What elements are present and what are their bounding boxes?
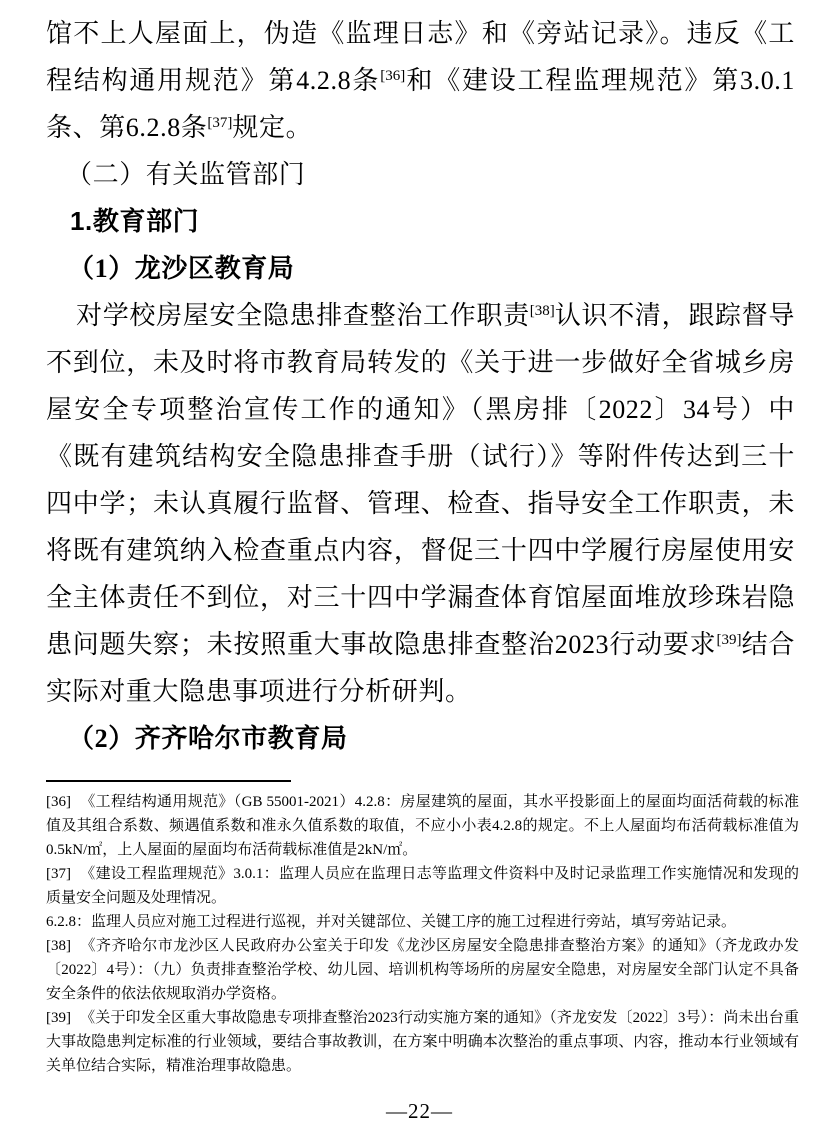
text-run: 规定。 [232, 113, 313, 142]
section-heading: （二）有关监管部门 [66, 160, 306, 189]
sub-heading-1: （1）龙沙区教育局 [68, 254, 295, 283]
footnote-37 [46, 862, 799, 934]
footnote-36 [46, 790, 799, 862]
footnotes-section [46, 780, 799, 1078]
footnote-marker: [39] [46, 1010, 71, 1026]
text-run: 认识不清，跟踪督导不到位，未及时将市教育局转发的《关于进一步做好全省城乡房屋安全专项整治宣传工作的通知》（黑房排〔2022〕34号）中《既有建筑结构安全隐患排查手册（试行）》等附件传达到三十四中学；未认真履行监督、管理、检查、指导安全工作职责，未将既有建筑纳入检查重点内容，督促三十四中学履行房屋使用安全主体责任不到位，对三十四中学漏查体育馆屋面堆放珍珠岩隐患问题失察；未按照重大事故隐患排查整治2023行动要求 [46, 301, 795, 659]
footnote-text: 《建设工程监理规范》3.0.1：监理人员应在监理日志等监理文件资料中及时记录监理工作实施情况和发现的质量安全问题及处理情况。 [46, 866, 799, 906]
document-body [46, 10, 795, 762]
text-run: 馆不上人屋面上，伪造《监理日志》和《旁站记录》。违反《工程结构通用规范》第4.2.8条 [46, 19, 795, 95]
text-run: 对学校房屋安全隐患排查整治工作职责 [76, 301, 530, 330]
footnote-text: 《齐齐哈尔市龙沙区人民政府办公室关于印发《龙沙区房屋安全隐患排查整治方案》的通知》（齐龙政办发〔2022〕4号）：（九）负责排查整治学校、幼儿园、培训机构等场所的房屋安全隐患，对房屋安全部门认定不具备安全条件的依法依规取消办学资格。 [46, 938, 799, 1002]
footnote-marker: [38] [46, 938, 71, 954]
footnote-ref-37: [37] [207, 115, 233, 131]
footnote-separator [46, 780, 291, 782]
footnote-text: 6.2.8：监理人员应对施工过程进行巡视，并对关键部位、关键工序的施工过程进行旁站，填写旁站记录。 [46, 914, 737, 930]
footnote-38 [46, 934, 799, 1006]
footnote-ref-38: [38] [529, 303, 555, 319]
body-paragraph [46, 10, 795, 151]
footnote-ref-39: [39] [716, 632, 742, 648]
footnote-marker: [37] [46, 866, 71, 882]
footnote-text: 《工程结构通用规范》（GB 55001-2021）4.2.8：房屋建筑的屋面，其水平投影面上的屋面均面活荷载的标准值及其组合系数、频遇值系数和准永久值系数的取值，不应小小表4.2.8的规定。不上人屋面均布活荷载标准值为 0.5kN/㎡，上人屋面的屋面均布活荷载标准值是2kN/㎡。 [46, 794, 799, 858]
body-paragraph [46, 292, 795, 715]
dept-heading: 1.教育部门 [70, 206, 200, 236]
text-run: 和《建设工程监理规范》第3.0.1条、第6.2.8条 [46, 66, 795, 142]
page-number: —22— [386, 1099, 453, 1123]
sub-heading-2: （2）齐齐哈尔市教育局 [68, 724, 348, 753]
footnote-ref-36: [36] [380, 68, 406, 84]
footnote-39 [46, 1006, 799, 1078]
footnote-text: 《关于印发全区重大事故隐患专项排查整治2023行动实施方案的通知》（齐龙安发〔2022〕3号）：尚未出台重大事故隐患判定标准的行业领域，要结合事故教训，在方案中明确本次整治的重点事项、内容，推动本行业领域有关单位结合实际，精准治理事故隐患。 [46, 1010, 799, 1074]
footnote-marker: [36] [46, 794, 71, 810]
text-run: 结合实际对重大隐患事项进行分析研判。 [46, 630, 796, 706]
